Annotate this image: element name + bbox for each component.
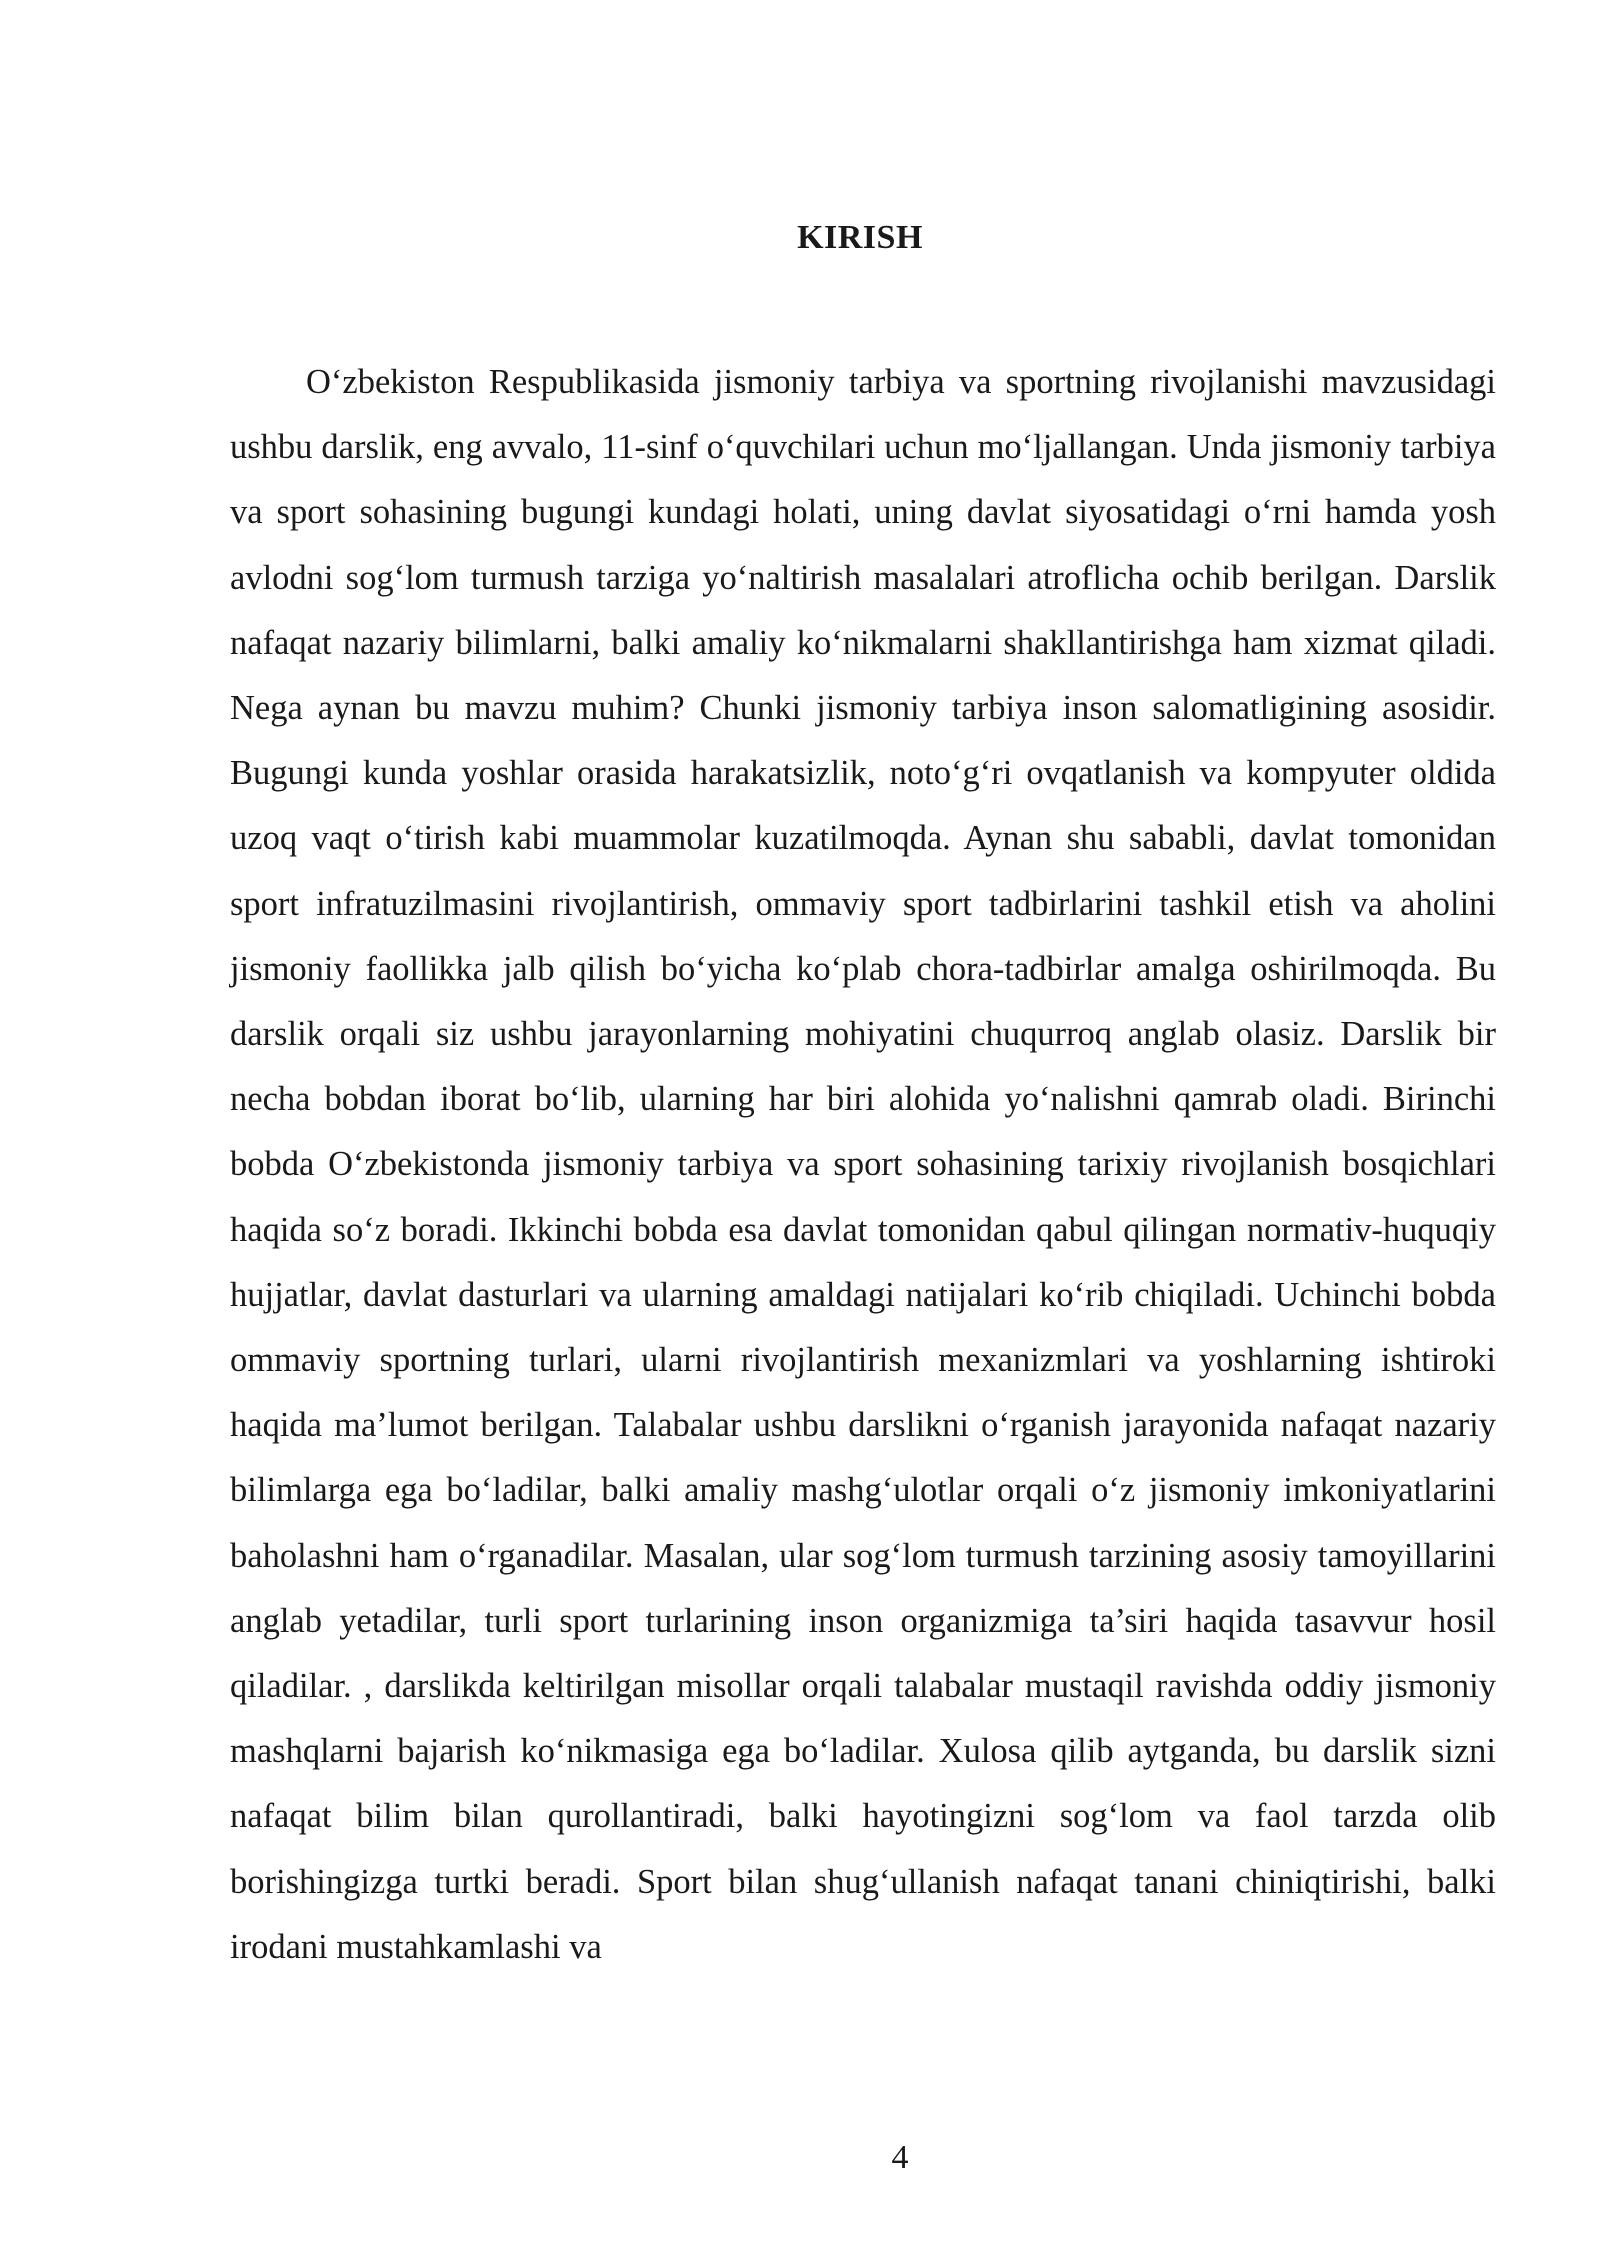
page-number: 4 — [891, 2139, 909, 2176]
section-title: KIRISH — [797, 219, 923, 256]
body-paragraph: O‘zbekiston Respublikasida jismoniy tarbiya va sportning rivojlanishi mavzusidagi ushbu darslik, eng avvalo, 11-sinf o‘quvchilari uchun mo‘ljallangan. Unda jismoniy tarbiya va sport sohasining bugungi kundagi holati, uning davlat siyosatidagi o‘rni hamda yosh avlodni sog‘lom turmush tarziga yo‘naltirish masalalari atroflicha ochib berilgan. Darslik nafaqat nazariy bilimlarni, balki amaliy ko‘nikmalarni shakllantirishga ham xizmat qiladi. Nega aynan bu mavzu muhim? Chunki jismoniy tarbiya inson salomatligining asosidir. Bugungi kunda yoshlar orasida harakatsizlik, noto‘g‘ri ovqatlanish va kompyuter oldida uzoq vaqt o‘tirish kabi muammolar kuzatilmoqda. Aynan shu sababli, davlat tomonidan sport infratuzilmasini rivojlantirish, ommaviy sport tadbirlarini tashkil etish va aholini jismoniy faollikka jalb qilish bo‘yicha ko‘plab chora-tadbirlar amalga oshirilmoqda. Bu darslik orqali siz ushbu jarayonlarning mohiyatini chuqurroq anglab olasiz. Darslik bir necha bobdan iborat bo‘lib, ularning har biri alohida yo‘nalishni qamrab oladi. Birinchi bobda O‘zbekistonda jismoniy tarbiya va sport sohasining tarixiy rivojlanish bosqichlari haqida so‘z boradi. Ikkinchi bobda esa davlat tomonidan qabul qilingan normativ-huquqiy hujjatlar, davlat dasturlari va ularning amaldagi natijalari ko‘rib chiqiladi. Uchinchi bobda ommaviy sportning turlari, ularni rivojlantirish mexanizmlari va yoshlarning ishtiroki haqida ma’lumot berilgan. Talabalar ushbu darslikni o‘rganish jarayonida nafaqat nazariy bilimlarga ega bo‘ladilar, balki amaliy mashg‘ulotlar orqali o‘z jismoniy imkoniyatlarini baholashni ham o‘rganadilar. Masalan, ular sog‘lom turmush tarzining asosiy tamoyillarini anglab yetadilar, turli sport turlarining inson organizmiga ta’siri haqida tasavvur hosil qiladilar. , darslikda keltirilgan misollar orqali talabalar mustaqil ravishda oddiy jismoniy mashqlarni bajarish ko‘nikmasiga ega bo‘ladilar. Xulosa qilib aytganda, bu darslik sizni nafaqat bilim bilan qurollantiradi, balki hayotingizni sog‘lom va faol tarzda olib borishingizga turtki beradi. Sport bilan shug‘ullanish nafaqat tanani chiniqtirishi, balki irodani mustahkamlashi va — [230, 363, 1496, 1966]
